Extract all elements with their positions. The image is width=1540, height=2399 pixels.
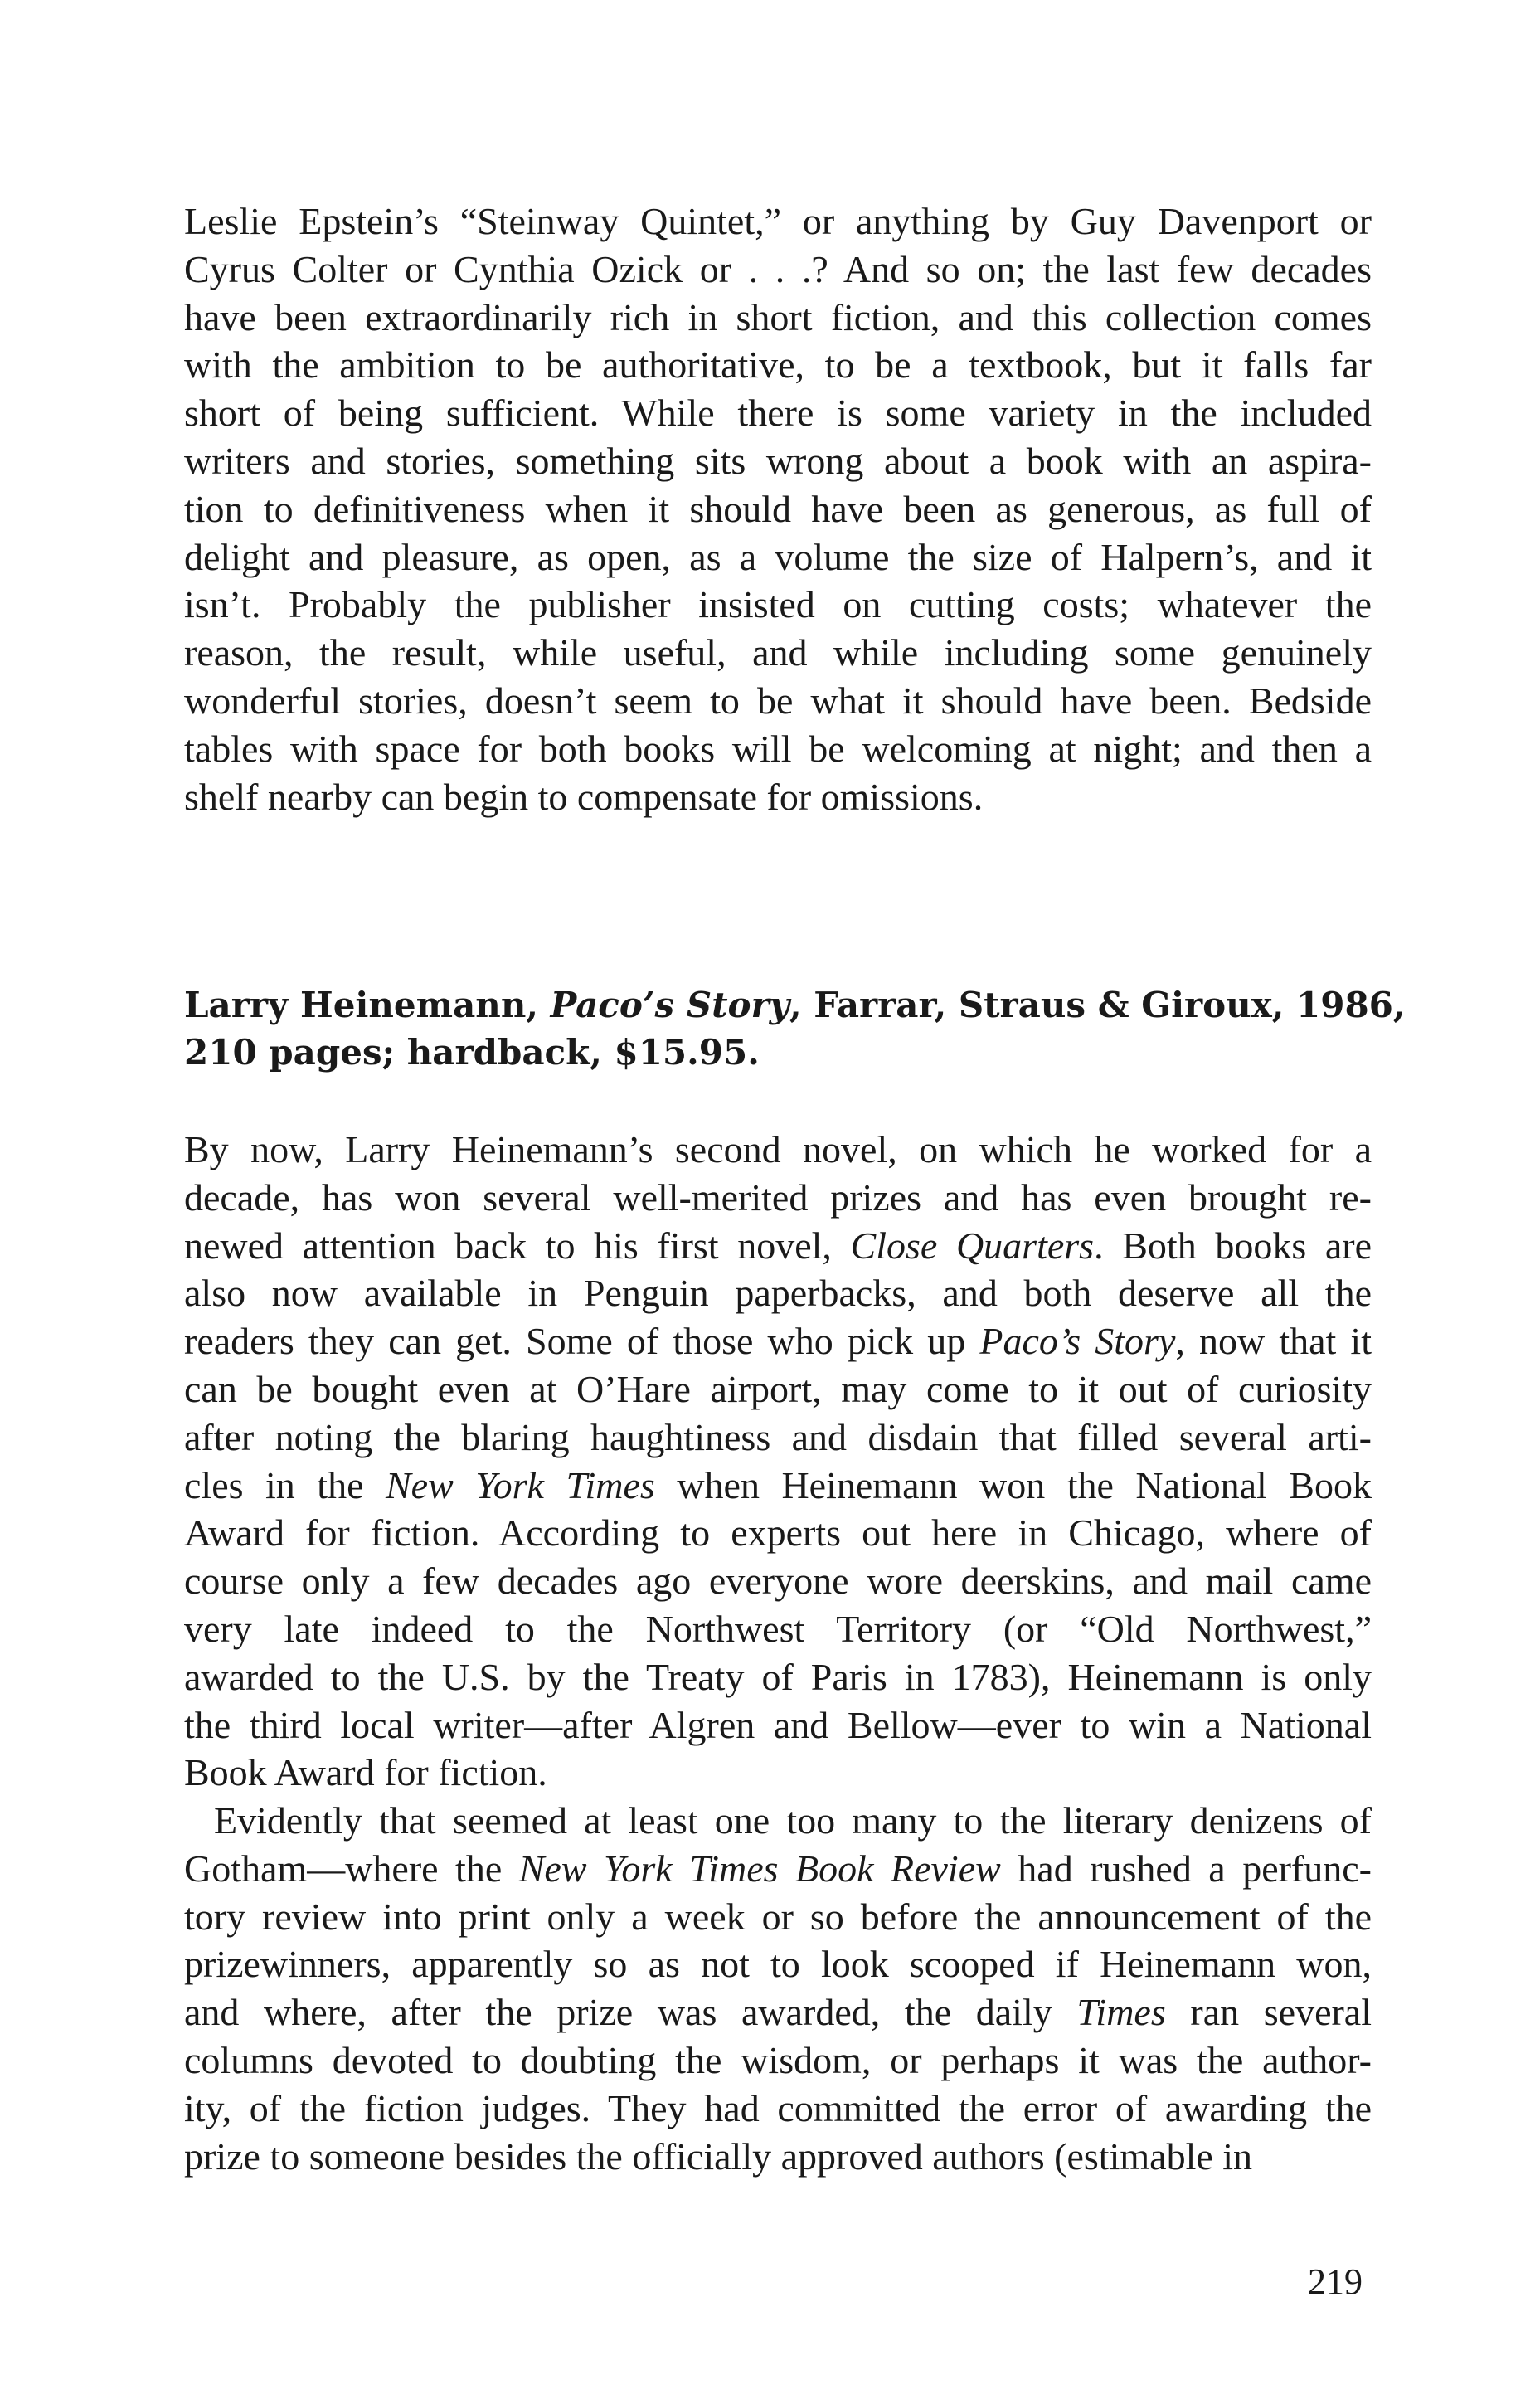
text-line: with the ambition to be authoritative, to be a textbook, but it falls far bbox=[184, 343, 1372, 387]
text-line: tion to definitiveness when it should have been as generous, as full of bbox=[184, 487, 1372, 530]
text-line: Cyrus Colter or Cynthia Ozick or . . .? And so on; the last few decades bbox=[184, 247, 1372, 290]
italic-title: New York Times bbox=[386, 1463, 655, 1506]
text-segment: . Both books are bbox=[1094, 1224, 1372, 1267]
text-line: shelf nearby can begin to compensate for omissions. bbox=[184, 775, 984, 818]
text-line: reason, the result, while useful, and while including some genuinely bbox=[184, 631, 1372, 674]
text-segment: cles in the bbox=[184, 1463, 386, 1506]
text-line: course only a few decades ago everyone wore deerskins, and mail came bbox=[184, 1560, 1372, 1603]
text-line: ity, of the fiction judges. They had committed the error of awarding the bbox=[184, 2086, 1372, 2129]
text-line: isn’t. Probably the publisher insisted on cutting costs; whatever the bbox=[184, 583, 1372, 626]
page-number: 219 bbox=[1308, 2261, 1363, 2302]
italic-title: Paco’s Story bbox=[979, 1320, 1176, 1363]
text-line: writers and stories, something sits wrong about a book with an aspira- bbox=[184, 439, 1372, 482]
text-segment: ran several bbox=[1165, 1991, 1372, 2034]
text-line: have been extraordinarily rich in short fiction, and this collection comes bbox=[184, 295, 1372, 338]
text-line: Leslie Epstein’s “Steinway Quintet,” or anything by Guy Davenport or bbox=[184, 200, 1372, 242]
text-segment: and where, after the prize was awarded, the daily bbox=[184, 1991, 1077, 2034]
text-segment: Gotham—where the bbox=[184, 1847, 519, 1890]
text-line bbox=[184, 1317, 1372, 1365]
heading-publisher: , Farrar, Straus & Giroux, 1986, bbox=[789, 985, 1406, 1025]
text-segment: when Heinemann won the National Book bbox=[654, 1463, 1372, 1506]
italic-title: New York Times Book Review bbox=[518, 1847, 1001, 1890]
italic-title: Times bbox=[1076, 1991, 1166, 2034]
text-segment: had rushed a perfunc- bbox=[1000, 1847, 1372, 1890]
text-line: awarded to the U.S. by the Treaty of Paris in 1783), Heinemann is only bbox=[184, 1655, 1372, 1698]
text-line: the third local writer—after Algren and Bellow—ever to win a National bbox=[184, 1703, 1372, 1746]
heading-book-title: Paco’s Story bbox=[550, 985, 790, 1025]
text-line: also now available in Penguin paperbacks, and both deserve all the bbox=[184, 1272, 1372, 1315]
previous-review-paragraph bbox=[184, 197, 1372, 820]
heading-line bbox=[184, 981, 1406, 1029]
text-line: prizewinners, apparently so as not to look scooped if Heinemann won, bbox=[184, 1943, 1372, 1986]
review-paragraph-2 bbox=[184, 1797, 1372, 2180]
text-line: very late indeed to the Northwest Territory (or “Old Northwest,” bbox=[184, 1607, 1372, 1650]
text-line: Evidently that seemed at least one too many to the literary denizens of bbox=[214, 1799, 1372, 1842]
text-line: decade, has won several well-merited prizes and has even brought re- bbox=[184, 1175, 1372, 1219]
review-heading bbox=[184, 981, 1406, 1076]
text-line bbox=[184, 1222, 1372, 1270]
heading-author: Larry Heinemann, bbox=[184, 985, 551, 1025]
text-line: By now, Larry Heinemann’s second novel, on which he worked for a bbox=[184, 1128, 1372, 1170]
text-line bbox=[184, 1462, 1372, 1510]
text-line: wonderful stories, doesn’t seem to be what it should have been. Bedside bbox=[184, 679, 1372, 722]
text-line: tory review into print only a week or so before the announcement of the bbox=[184, 1895, 1372, 1938]
text-line: columns devoted to doubting the wisdom, or perhaps it was the author- bbox=[184, 2038, 1372, 2081]
text-line bbox=[184, 1845, 1372, 1893]
text-line: tables with space for both books will be welcoming at night; and then a bbox=[184, 727, 1372, 770]
text-segment: readers they can get. Some of those who pick up bbox=[184, 1320, 980, 1363]
text-segment: newed attention back to his first novel, bbox=[184, 1224, 851, 1267]
text-line: delight and pleasure, as open, as a volume the size of Halpern’s, and it bbox=[184, 535, 1372, 578]
text-segment: , now that it bbox=[1175, 1320, 1372, 1363]
italic-title: Close Quarters bbox=[850, 1224, 1095, 1267]
text-line: prize to someone besides the officially approved authors (estimable in bbox=[184, 2134, 1253, 2178]
text-line: after noting the blaring haughtiness and disdain that filled several arti- bbox=[184, 1415, 1372, 1458]
review-paragraph-1 bbox=[184, 1126, 1372, 1797]
text-line: Book Award for fiction. bbox=[184, 1751, 547, 1794]
text-line: Award for fiction. According to experts out here in Chicago, where of bbox=[184, 1511, 1372, 1555]
text-line bbox=[184, 1988, 1372, 2036]
heading-line: 210 pages; hardback, $15.95. bbox=[184, 1032, 760, 1073]
text-line: short of being sufficient. While there is some variety in the included bbox=[184, 392, 1372, 435]
text-line: can be bought even at O’Hare airport, may come to it out of curiosity bbox=[184, 1367, 1372, 1410]
